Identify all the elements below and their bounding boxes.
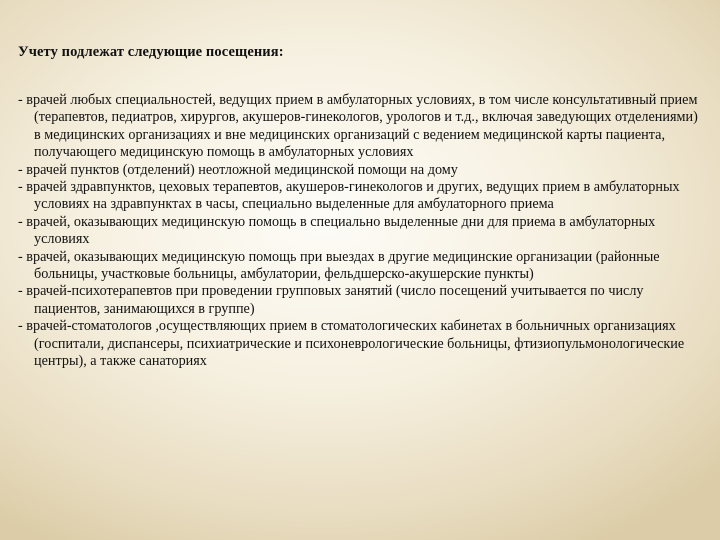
list-item: - врачей пунктов (отделений) неотложной медицинской помощи на дому — [18, 161, 458, 178]
list-item: - врачей любых специальностей, ведущих прием в амбулаторных условиях, в том числе консультативный прием (терапевтов, педиатров, хирургов, акушеров-гинекологов, урологов и т.д., включая заведующих отделениями) в медицинских организациях и вне медицинских организаций с ведением медицинской карты пациента, получающего медицинскую помощь в амбулаторных условиях — [18, 92, 698, 161]
list-item: - врачей, оказывающих медицинскую помощь при выездах в другие медицинские организации (районные больницы, участковые больницы, амбулатории, фельдшерско-акушерские пункты) — [18, 248, 660, 283]
list-item: - врачей здравпунктов, цеховых терапевтов, акушеров-гинекологов и других, ведущих прием в амбулаторных условиях на здравпунктах в часы, специально выделенные для амбулаторного приема — [18, 179, 680, 213]
visit-list — [18, 92, 708, 371]
list-item: - врачей-психотерапевтов при проведении групповых занятий (число посещений учитывается по числу пациентов, занимающихся в группе) — [18, 283, 644, 317]
slide-heading: Учету подлежат следующие посещения: — [18, 44, 284, 60]
list-item: - врачей, оказывающих медицинскую помощь в специально выделенные дни для приема в амбулаторных условиях — [18, 213, 656, 248]
list-item: - врачей-стоматологов ,осуществляющих прием в стоматологических кабинетах в больничных организациях (госпитали, диспансеры, психиатрические и психоневрологические больницы, фтизиопульмонологические центры), а также санаториях — [18, 318, 685, 370]
